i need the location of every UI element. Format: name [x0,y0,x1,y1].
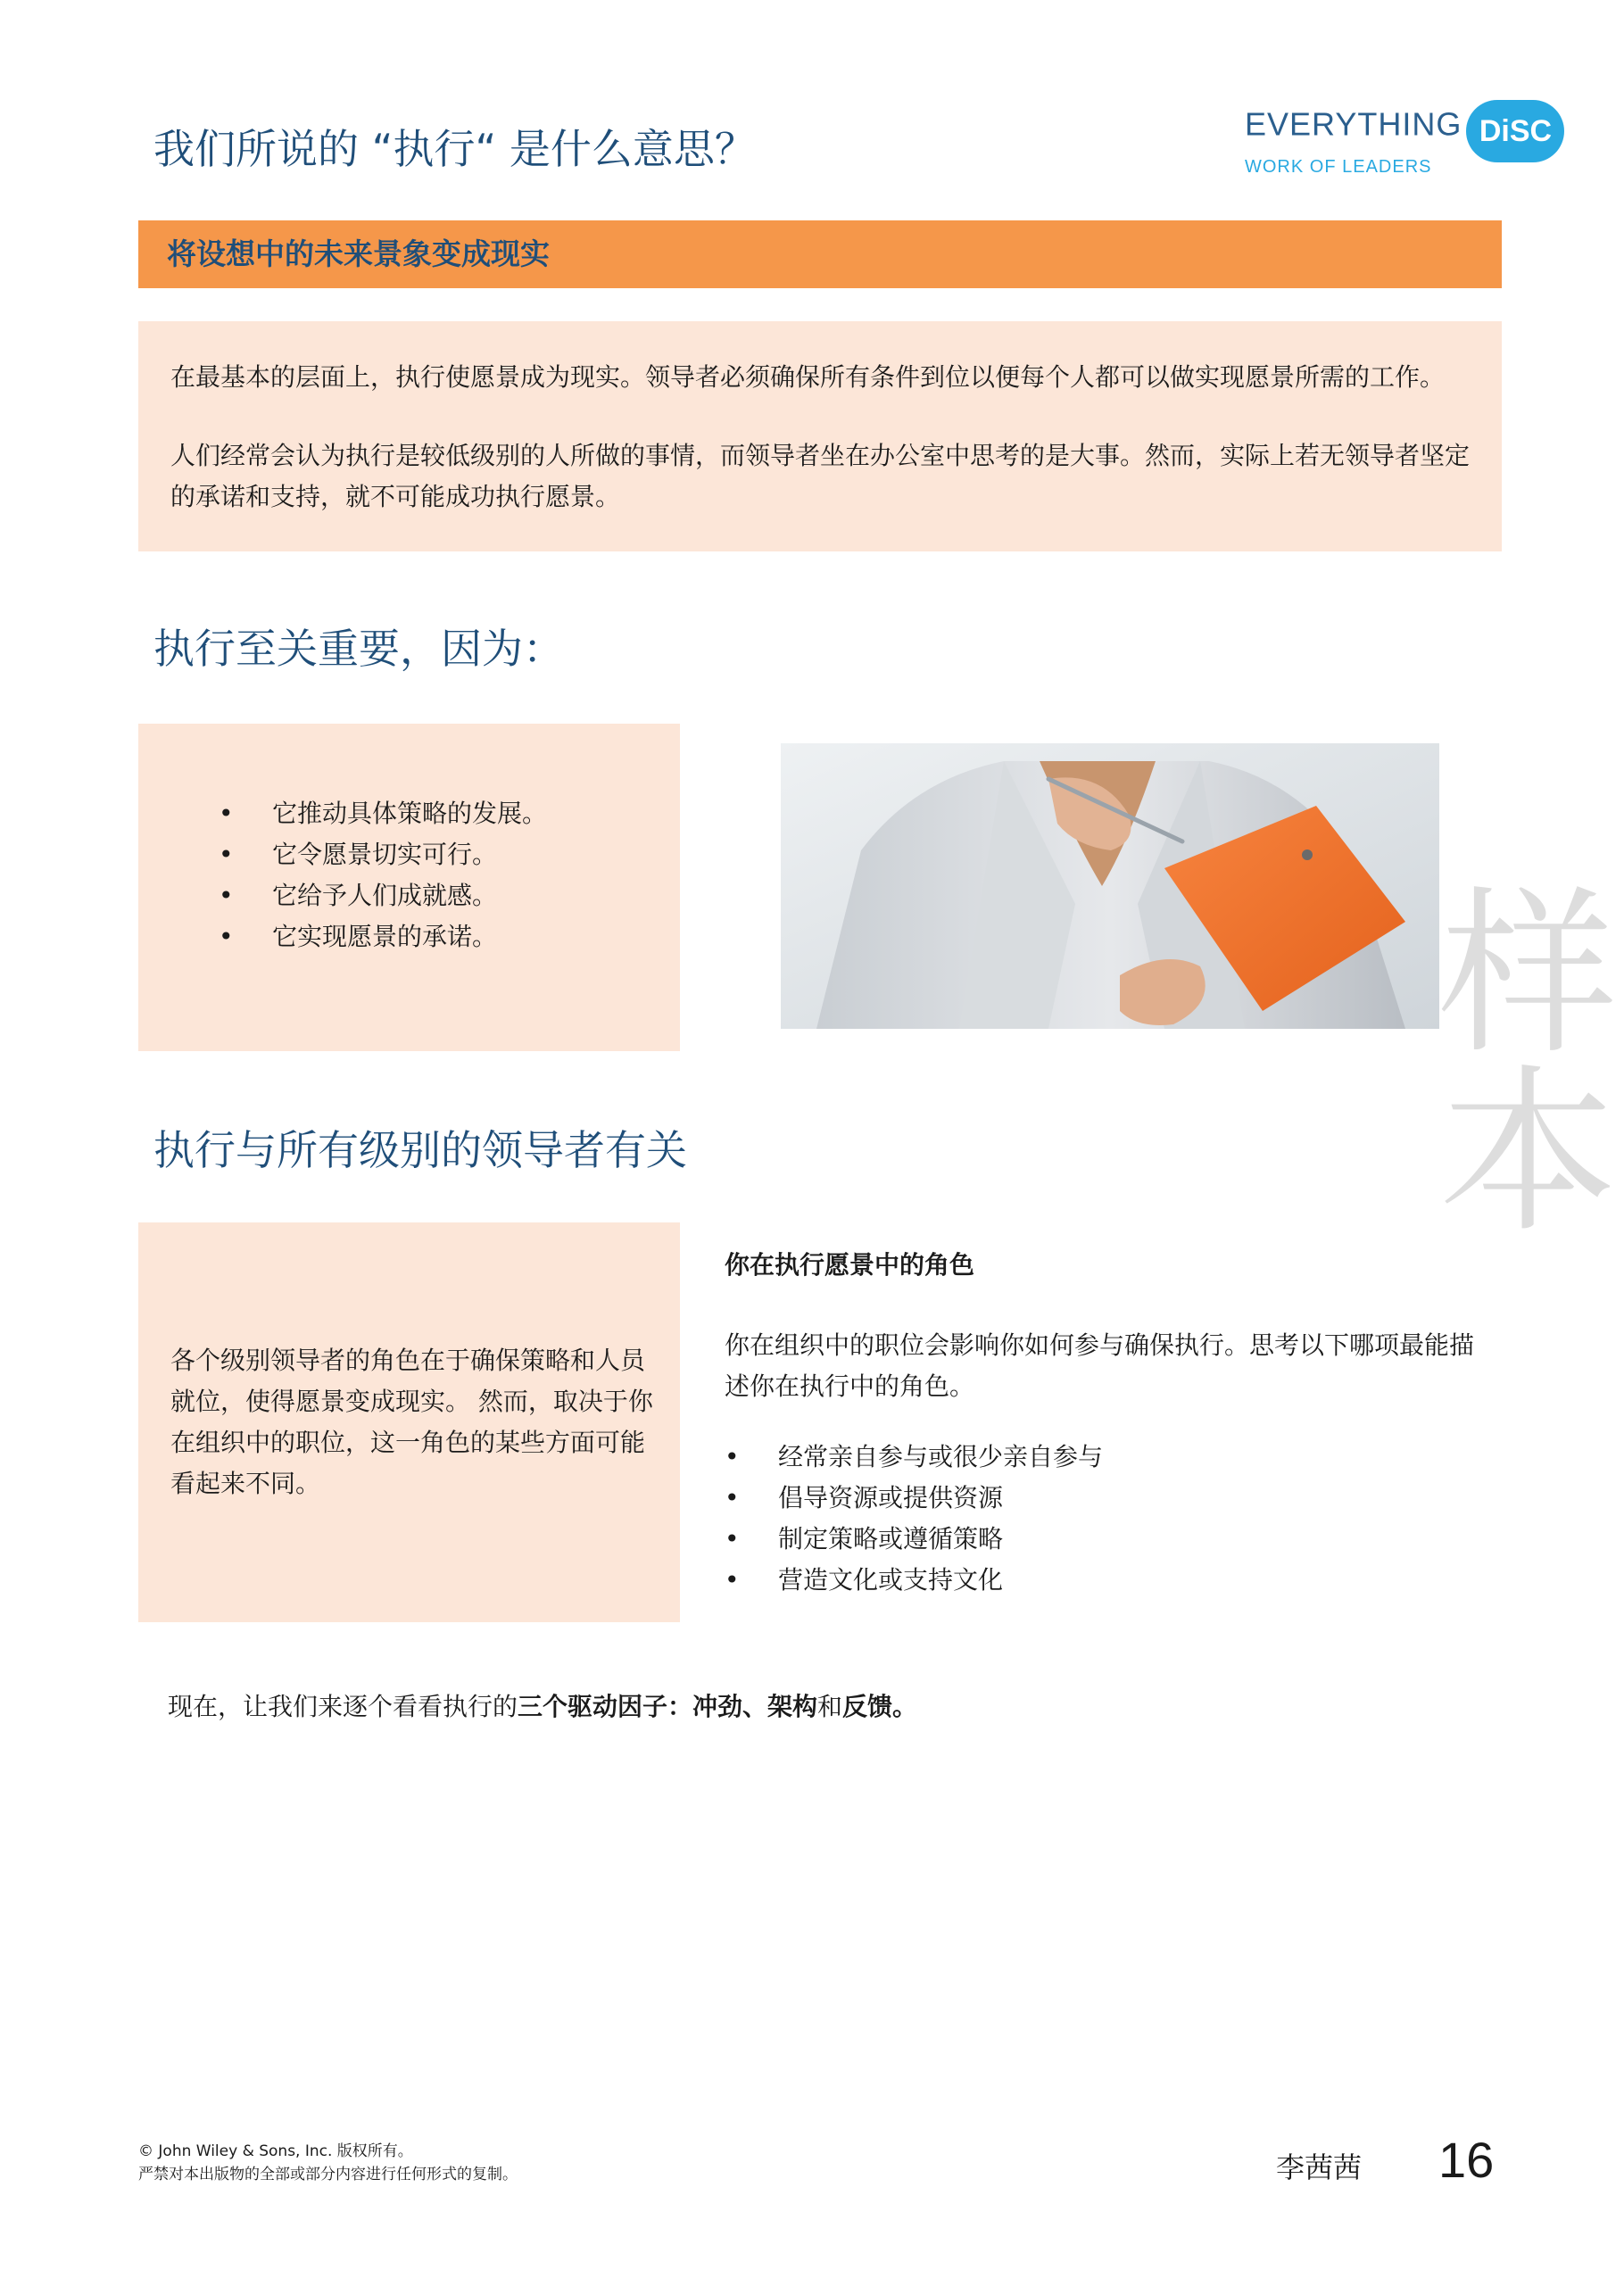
logo-disc-badge: DiSC [1466,100,1564,162]
role-paragraph-line-1: 你在组织中的职位会影响你如何参与确保执行。思考以下哪项最能描 [725,1330,1475,1360]
footer-notice: 严禁对本出版物的全部或部分内容进行任何形式的复制。 [138,2166,518,2183]
list-item: • 营造文化或支持文化 [725,1560,1103,1601]
closing-mid: 和 [817,1692,843,1721]
all-levels-line: 就位，使得愿景变成现实。 然而，取决于你 [170,1387,653,1416]
closing-bold-2: 反馈。 [842,1692,918,1721]
sample-watermark: 样本 [1409,879,1617,1236]
intro-paragraph-2-line-2: 的承诺和支持，就不可能成功执行愿景。 [170,482,621,511]
section-heading-importance: 执行至关重要，因为： [153,625,564,673]
role-title: 你在执行愿景中的角色 [725,1250,975,1280]
everything-disc-logo [1245,100,1553,180]
closing-bold-1: 三个驱动因子：冲劲、架构 [518,1692,818,1721]
list-item: • 倡导资源或提供资源 [725,1478,1103,1519]
list-item: • 它推动具体策略的发展。 [219,793,547,834]
all-levels-line: 各个级别领导者的角色在于确保策略和人员 [170,1346,646,1375]
page-title: 我们所说的 “执行“ 是什么意思？ [153,125,756,173]
all-levels-box [138,1222,680,1622]
role-list [725,1437,1103,1601]
footer-legal [138,2140,518,2186]
closing-sentence [168,1686,917,1727]
intro-paragraph-1: 在最基本的层面上，执行使愿景成为现实。领导者必须确保所有条件到位以便每个人都可以做实现愿景所需的工作。 [170,362,1446,392]
logo-everything: EVERYTHING [1245,105,1462,143]
importance-box [138,724,680,1051]
section-heading-all-levels: 执行与所有级别的领导者有关 [153,1126,687,1174]
list-item: • 经常亲自参与或很少亲自参与 [725,1437,1103,1478]
role-paragraph-line-2: 述你在执行中的角色。 [725,1371,975,1401]
footer-name: 李茜茜 [1276,2150,1363,2184]
all-levels-line: 看起来不同。 [170,1469,321,1498]
intro-paragraph-2-line-1: 人们经常会认为执行是较低级别的人所做的事情，而领导者坐在办公室中思考的是大事。然而，实际上若无领导者坚定 [170,441,1471,470]
list-item: • 它给予人们成就感。 [219,875,547,916]
list-item: • 它令愿景切实可行。 [219,834,547,875]
all-levels-line: 在组织中的职位，这一角色的某些方面可能 [170,1428,646,1457]
section-bar-title: 将设想中的未来景象变成现实 [138,220,1502,288]
logo-work-of-leaders: WORK OF LEADERS [1245,157,1432,177]
list-item: • 制定策略或遵循策略 [725,1519,1103,1560]
photo-woman-with-clipboard [781,743,1439,1029]
importance-list [219,793,547,957]
list-item: • 它实现愿景的承诺。 [219,916,547,957]
closing-pre: 现在，让我们来逐个看看执行的 [168,1692,518,1721]
page-number: 16 [1438,2132,1495,2188]
intro-box [138,321,1502,551]
all-levels-paragraph [170,1340,653,1504]
footer-copyright: © John Wiley & Sons, Inc. 版权所有。 [138,2142,413,2160]
